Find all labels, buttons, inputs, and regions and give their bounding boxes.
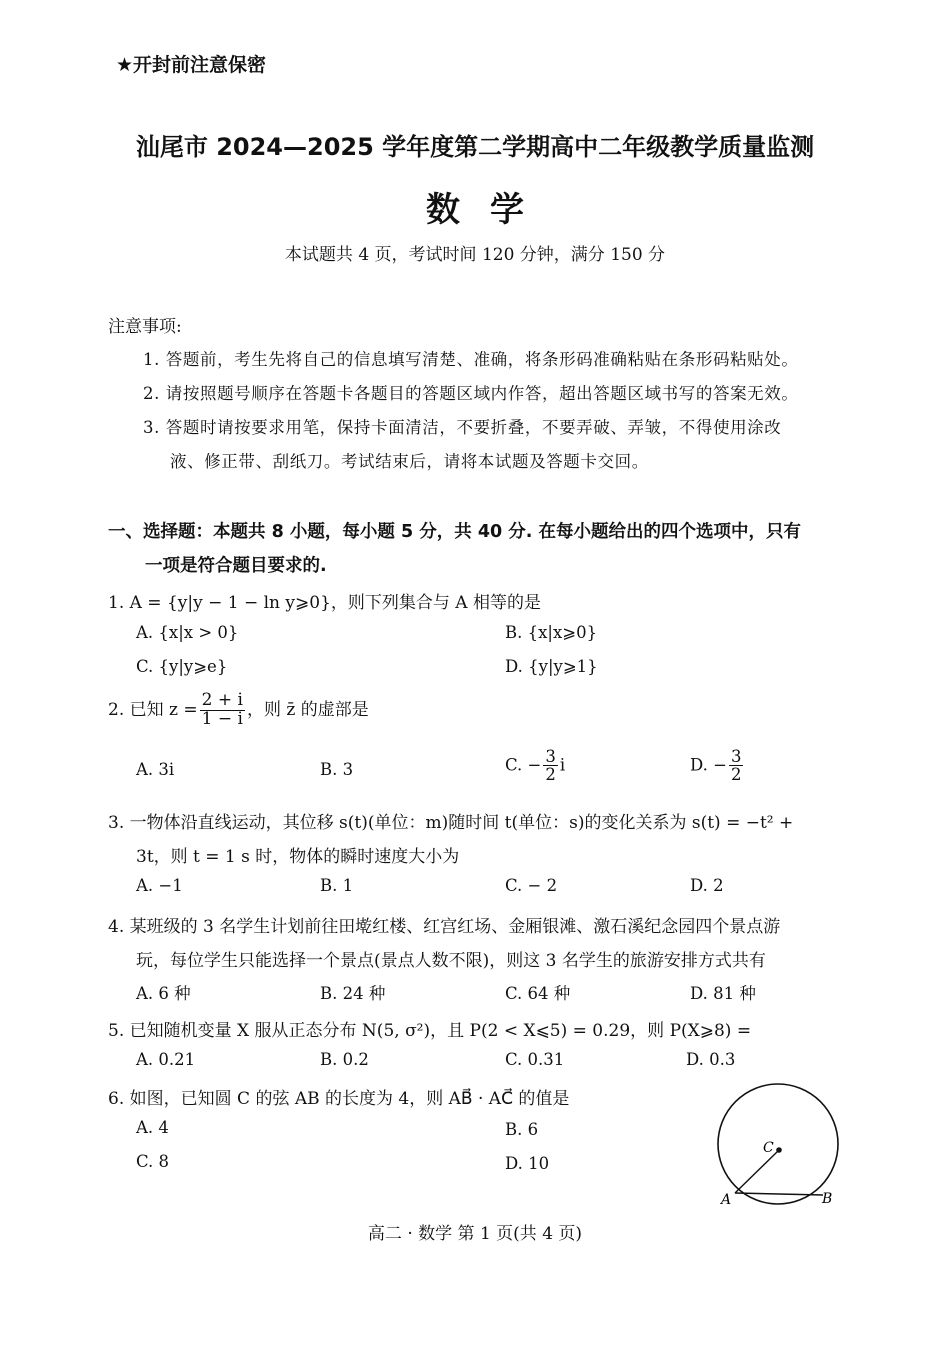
question-4-line-2: 玩，每位学生只能选择一个景点(景点人数不限)，则这 3 名学生的旅游安排方式共有: [136, 951, 766, 971]
question-6-option-a: A. 4: [136, 1118, 169, 1137]
question-1-stem: 1. A = {y|y − 1 − ln y⩾0}，则下列集合与 A 相等的是: [108, 593, 541, 613]
subject-title: 数学: [426, 190, 554, 230]
question-1-option-b: B. {x|x⩾0}: [505, 623, 598, 642]
section-heading-2: 一项是符合题目要求的.: [145, 556, 327, 576]
question-2-option-d: [690, 748, 745, 784]
chord-ab: [735, 1193, 823, 1195]
option-c-prefix: C. −: [505, 755, 542, 775]
question-4-option-a: A. 6 种: [136, 984, 191, 1003]
fraction-numerator: 3: [730, 747, 742, 766]
question-5-option-b: B. 0.2: [320, 1050, 369, 1069]
question-6-option-c: C. 8: [136, 1152, 170, 1171]
notice-item-2: 2. 请按照题号顺序在答题卡各题目的答题区域内作答，超出答题区域书写的答案无效。: [143, 384, 799, 403]
question-2-option-c: [505, 748, 565, 784]
circle-figure: [705, 1080, 865, 1215]
fraction-denominator: 2: [730, 765, 742, 785]
question-5-stem: 5. 已知随机变量 X 服从正态分布 N(5, σ²)，且 P(2 < X⩽5) = 0.29，则 P(X⩾8) =: [108, 1021, 752, 1041]
question-3-line-1: 3. 一物体沿直线运动，其位移 s(t)(单位：m)随时间 t(单位：s)的变化关系为 s(t) = −t² +: [108, 813, 794, 833]
fraction-denominator: 1 − i: [201, 708, 243, 729]
exam-title: 汕尾市 2024—2025 学年度第二学期高中二年级教学质量监测: [135, 133, 815, 161]
question-3-option-a: A. −1: [136, 876, 183, 895]
question-2-suffix: ，则 z̄ 的虚部是: [246, 699, 369, 720]
question-2-option-b: B. 3: [320, 760, 354, 779]
question-6-option-d: D. 10: [505, 1154, 550, 1173]
label-b: B: [822, 1191, 833, 1207]
circle-c: [718, 1084, 838, 1204]
question-1-option-c: C. {y|y⩾e}: [136, 657, 228, 676]
label-a: A: [721, 1192, 732, 1208]
question-3-option-c: C. − 2: [505, 876, 558, 895]
fraction-denominator: 2: [545, 765, 556, 785]
question-1-option-a: A. {x|x > 0}: [136, 623, 239, 642]
question-5-option-d: D. 0.3: [686, 1050, 736, 1069]
label-c: C: [763, 1140, 774, 1156]
question-3-option-d: D. 2: [690, 876, 724, 895]
notice-item-1: 1. 答题前，考生先将自己的信息填写清楚、准确，将条形码准确粘贴在条形码粘贴处。: [143, 350, 799, 369]
question-3-line-2: 3t，则 t = 1 s 时，物体的瞬时速度大小为: [136, 847, 460, 867]
page-footer: 高二 · 数学 第 1 页(共 4 页): [367, 1224, 583, 1244]
fraction-numerator: 3: [545, 747, 556, 766]
center-point: [776, 1147, 782, 1153]
question-4-option-b: B. 24 种: [320, 984, 386, 1003]
question-2-prefix: 2. 已知 z =: [108, 699, 198, 720]
notice-item-3-cont: 液、修正带、刮纸刀。考试结束后，请将本试题及答题卡交回。: [170, 452, 649, 471]
segment-ac: [735, 1150, 779, 1193]
question-4-line-1: 4. 某班级的 3 名学生计划前往田墘红楼、红宫红场、金厢银滩、激石溪纪念园四个景点游: [108, 917, 781, 937]
question-4-option-d: D. 81 种: [690, 984, 756, 1003]
question-6-option-b: B. 6: [505, 1120, 539, 1139]
notice-item-3: 3. 答题时请按要求用笔，保持卡面清洁，不要折叠，不要弄破、弄皱，不得使用涂改: [143, 418, 782, 437]
question-5-option-a: A. 0.21: [136, 1050, 196, 1069]
fraction-numerator: 2 + i: [201, 690, 243, 710]
option-c-suffix: i: [559, 755, 566, 775]
question-2-option-a: A. 3i: [136, 760, 175, 779]
question-3-option-b: B. 1: [320, 876, 354, 895]
question-6-stem: 6. 如图，已知圆 C 的弦 AB 的长度为 4，则 AB⃗ · AC⃗ 的值是: [108, 1089, 570, 1109]
notice-heading: 注意事项:: [108, 317, 182, 337]
section-heading-1: 一、选择题：本题共 8 小题，每小题 5 分，共 40 分. 在每小题给出的四个选项中，只有: [108, 522, 801, 542]
option-d-fraction: [729, 748, 744, 784]
exam-info: 本试题共 4 页，考试时间 120 分钟，满分 150 分: [284, 245, 666, 265]
question-4-option-c: C. 64 种: [505, 984, 571, 1003]
question-2-stem: [108, 692, 369, 729]
confidential-mark: ★开封前注意保密: [116, 54, 267, 76]
question-2-fraction: [200, 692, 245, 729]
question-5-option-c: C. 0.31: [505, 1050, 565, 1069]
question-1-option-d: D. {y|y⩾1}: [505, 657, 598, 676]
option-d-prefix: D. −: [690, 755, 727, 775]
option-c-fraction: [543, 748, 558, 784]
